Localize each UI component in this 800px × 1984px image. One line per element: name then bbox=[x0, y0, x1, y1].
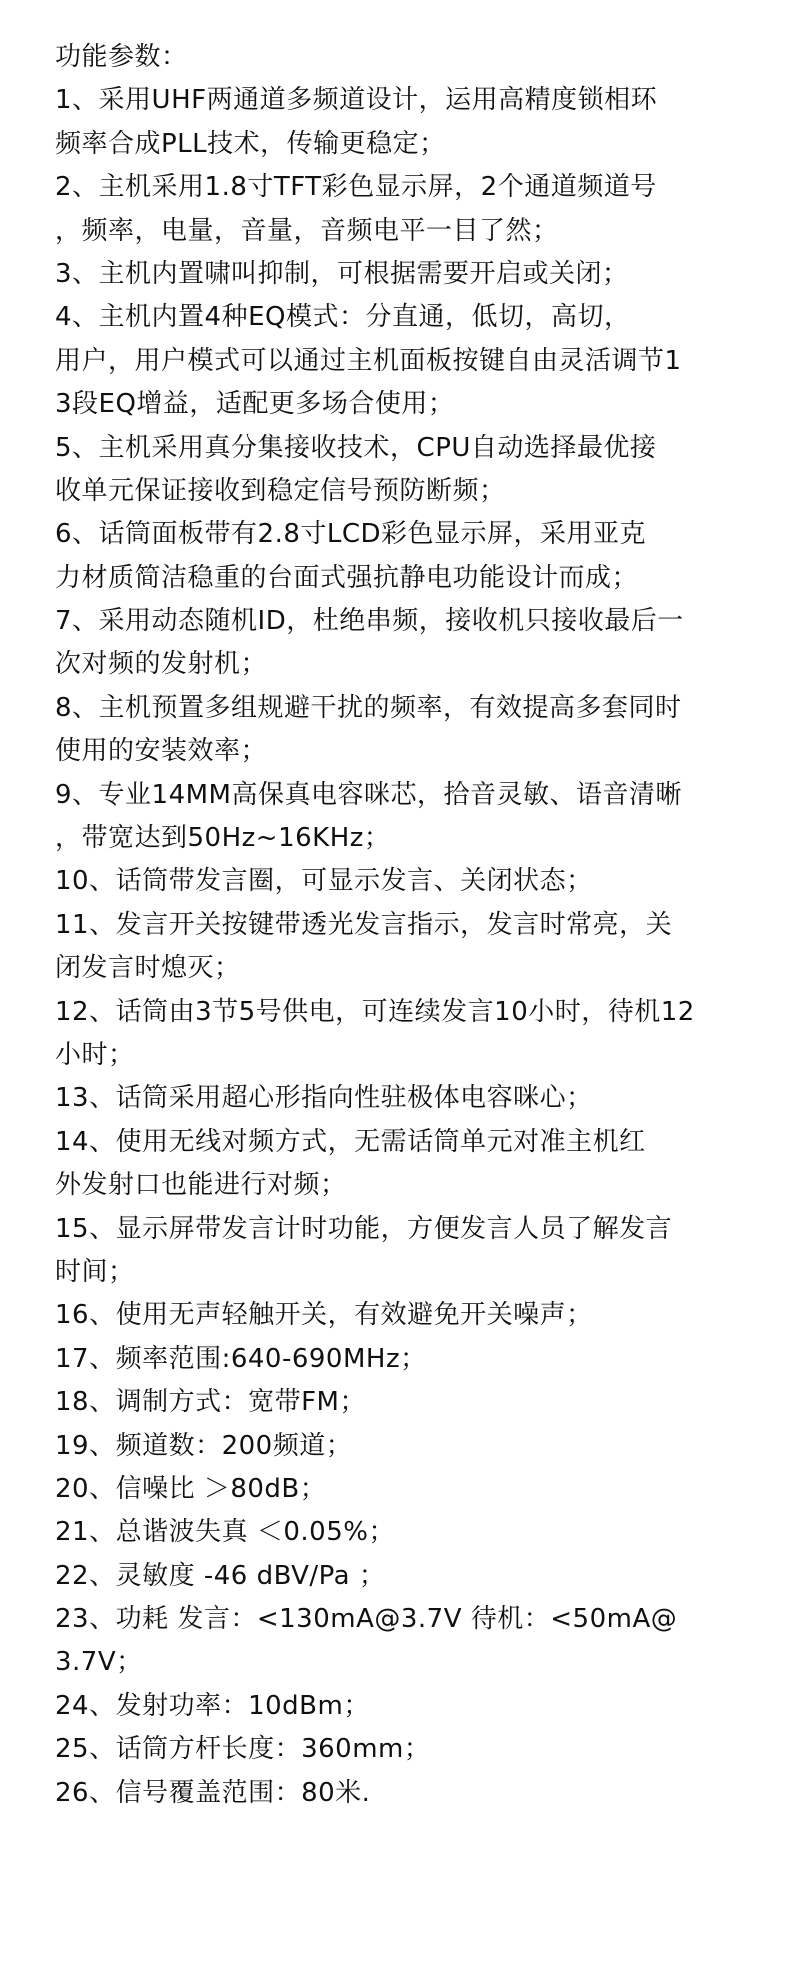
spec-line: 时间； bbox=[55, 1256, 135, 1287]
spec-line: 25、话筒方杆长度：360mm； bbox=[55, 1734, 431, 1765]
spec-line: 次对频的发射机； bbox=[55, 649, 268, 680]
spec-line: 小时； bbox=[55, 1039, 135, 1070]
spec-line: 3段EQ增益，适配更多场合使用； bbox=[55, 389, 455, 420]
spec-line: ，带宽达到50Hz~16KHz； bbox=[55, 823, 391, 854]
spec-line: 使用的安装效率； bbox=[55, 736, 268, 767]
spec-line: 9、专业14MM高保真电容咪芯，拾音灵敏、语音清晰 bbox=[55, 779, 682, 810]
spec-line: ，频率，电量，音量，音频电平一目了然； bbox=[55, 215, 559, 246]
spec-line: 22、灵敏度 -46 dBV/Pa ； bbox=[55, 1560, 386, 1591]
spec-line: 用户，用户模式可以通过主机面板按键自由灵活调节1 bbox=[55, 345, 682, 376]
spec-heading: 功能参数： bbox=[55, 42, 188, 72]
spec-lines bbox=[55, 36, 760, 1815]
spec-line: 3.7V； bbox=[55, 1647, 143, 1678]
spec-line: 闭发言时熄灭； bbox=[55, 953, 241, 984]
spec-line: 频率合成PLL技术，传输更稳定； bbox=[55, 128, 446, 159]
spec-line: 外发射口也能进行对频； bbox=[55, 1170, 347, 1201]
spec-line: 13、话筒采用超心形指向性驻极体电容咪心； bbox=[55, 1083, 593, 1114]
spec-line: 3、主机内置啸叫抑制，可根据需要开启或关闭； bbox=[55, 258, 629, 289]
spec-line: 11、发言开关按键带透光发言指示，发言时常亮，关 bbox=[55, 909, 673, 940]
spec-document bbox=[55, 36, 760, 1815]
spec-line: 5、主机采用真分集接收技术，CPU自动选择最优接 bbox=[55, 432, 657, 463]
spec-line: 14、使用无线对频方式，无需话筒单元对准主机红 bbox=[55, 1126, 646, 1157]
spec-line: 15、显示屏带发言计时功能，方便发言人员了解发言 bbox=[55, 1213, 673, 1244]
spec-line: 12、话筒由3节5号供电，可连续发言10小时，待机12 bbox=[55, 996, 695, 1027]
spec-line: 1、采用UHF两通道多频道设计，运用高精度锁相环 bbox=[55, 85, 658, 116]
spec-line: 24、发射功率：10dBm； bbox=[55, 1690, 370, 1721]
spec-line: 收单元保证接收到稳定信号预防断频； bbox=[55, 475, 506, 506]
spec-line: 10、话筒带发言圈，可显示发言、关闭状态； bbox=[55, 866, 593, 897]
spec-line: 23、功耗 发言：<130mA@3.7V 待机：<50mA@ bbox=[55, 1604, 678, 1635]
spec-line: 16、使用无声轻触开关，有效避免开关噪声； bbox=[55, 1300, 593, 1331]
spec-line: 21、总谐波失真 ＜0.05%； bbox=[55, 1517, 395, 1548]
spec-line: 20、信噪比 ＞80dB； bbox=[55, 1473, 327, 1504]
spec-line: 26、信号覆盖范围：80米. bbox=[55, 1777, 371, 1808]
spec-line: 8、主机预置多组规避干扰的频率，有效提高多套同时 bbox=[55, 692, 682, 723]
spec-line: 2、主机采用1.8寸TFT彩色显示屏，2个通道频道号 bbox=[55, 172, 657, 203]
spec-line: 18、调制方式：宽带FM； bbox=[55, 1387, 366, 1418]
spec-line: 6、话筒面板带有2.8寸LCD彩色显示屏，采用亚克 bbox=[55, 519, 647, 550]
spec-line: 4、主机内置4种EQ模式：分直通，低切，高切， bbox=[55, 302, 631, 333]
spec-line: 17、频率范围:640-690MHz； bbox=[55, 1343, 427, 1374]
spec-line: 力材质简洁稳重的台面式强抗静电功能设计而成； bbox=[55, 562, 639, 593]
spec-line: 19、频道数：200频道； bbox=[55, 1430, 353, 1461]
spec-line: 7、采用动态随机ID，杜绝串频，接收机只接收最后一 bbox=[55, 606, 684, 637]
